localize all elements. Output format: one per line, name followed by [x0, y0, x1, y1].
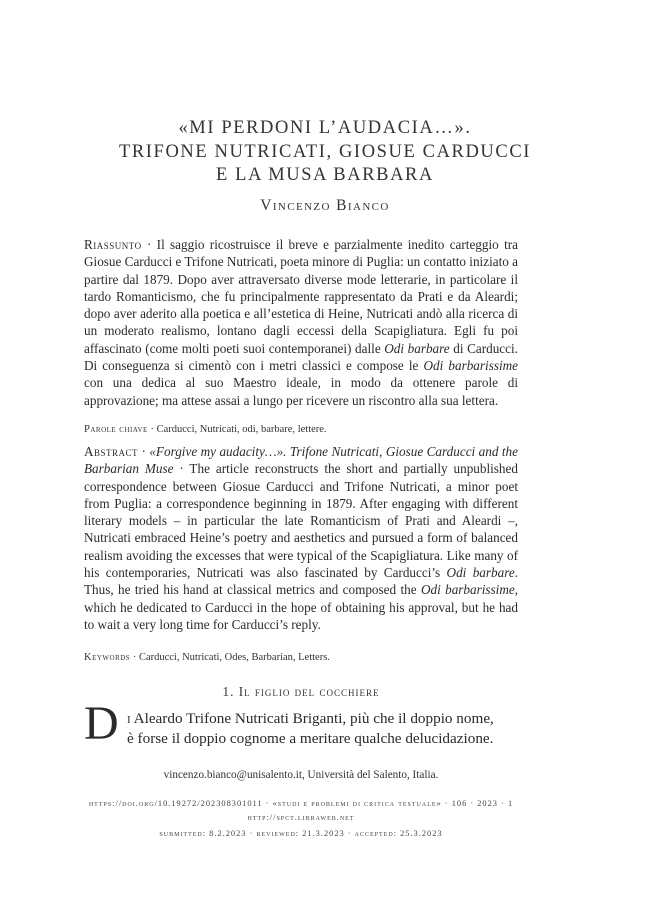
keywords-en-label: Keywords [84, 652, 131, 663]
article-title-line-2: TRIFONE NUTRICATI, GIOSUE CARDUCCI [118, 142, 532, 162]
abstract-it-text-2: di Carducci. Di conseguenza si cimentò con i metri classici e compose le [84, 340, 518, 374]
keywords-en-separator: · [130, 652, 139, 663]
drop-cap: D [84, 697, 119, 750]
first-paragraph-line-2: è forse il doppio cognome a meritare qualche delucidazione. [127, 730, 494, 747]
abstract-it-separator: · [141, 237, 157, 252]
keywords-en-text: Carducci, Nutricati, Odes, Barbarian, Letters. [138, 652, 330, 663]
abstract-english [84, 443, 518, 633]
abstract-it-text-3: con una dedica al suo Maestro ideale, in modo da ottenere parole di approvazione; ma attese assai a lungo per ricevere un riscontro alla sua lettera. [84, 375, 518, 408]
abstract-it-italic-2: Odi barbarissime [423, 358, 519, 374]
abstract-en-italic-title: «Forgive my audacity…». Trifone Nutricati, Giosue Carducci and the Barbarian Muse [84, 444, 518, 477]
author-affiliation-note: vincenzo.bianco@unisalento.it, Università del Salento, Italia. [163, 769, 439, 781]
first-paragraph-line-1 [127, 709, 518, 729]
footer-dates-line: submitted: 8.2.2023 · reviewed: 21.3.2023 · accepted: 25.3.2023 [159, 829, 443, 838]
abstract-en-italic-3: Odi barbarissime [420, 582, 515, 598]
footer-doi-line: https://doi.org/10.19272/202308301011 · «studi e problemi di critica testuale» · 106 · 2023 · 1 [88, 799, 514, 808]
abstract-it-label: Riassunto [84, 237, 142, 252]
abstract-it-text-1: Il saggio ricostruisce il breve e parzialmente inedito carteggio tra Giosue Carducci e Trifone Nutricati, poeta minore di Puglia: un contatto iniziato a partire dal 1879. Dopo aver attraversato diverse mode letterarie, in particolare il tardo Romanticismo, che fu principalmente rappresentato da Prati e da Aleardi; dopo aver aderito alla poetica e all’estetica di Heine, Nutricati andò alla ricerca di un moderato realismo, lontano dagli eccessi della Scapigliatura. Egli fu poi affascinato (come molti poeti suoi contemporanei) dalle [84, 237, 518, 356]
abstract-en-text-2: . Thus, he tried his hand at classical metrics and composed the [84, 565, 518, 598]
abstract-italian [84, 236, 518, 409]
abstract-en-separator: · [138, 444, 150, 459]
abstract-en-label: Abstract [84, 444, 139, 459]
keywords-it-label: Parole chiave [84, 424, 148, 435]
abstract-en-italic-2: Odi barbare [446, 565, 515, 581]
abstract-en-text-3: , which he dedicated to Carducci in the hope of obtaining his approval, but he had to wait a very long time for Carducci’s reply. [84, 582, 519, 632]
footer-url-line: http://spct.libraweb.net [247, 813, 355, 822]
keywords-it-text: Carducci, Nutricati, odi, barbare, lettere. [156, 424, 327, 435]
article-title-line-3: E LA MUSA BARBARA [216, 165, 434, 185]
keywords-english [84, 651, 518, 664]
abstract-it-italic-1: Odi barbare [384, 340, 450, 356]
article-title-line-1: «MI PERDONI L’AUDACIA…». [178, 118, 472, 138]
keywords-it-separator: · [147, 424, 157, 435]
section-heading: 1. Il figlio del cocchiere [222, 684, 380, 699]
first-paragraph-smallcap: i [127, 710, 131, 727]
abstract-en-text-1: · The article reconstructs the short and partially unpublished correspondence between Giosue Carducci and Trifone Nutricati, a minor poet from Puglia: a correspondence beginning in 1879. After engaging with different literary models – in particular the late Romanticism of Prati and Aleardi –, Nutricati embraced Heine’s poetry and aesthetics and pursued a form of balanced realism avoiding the excesses that were typical of the Scapigliatura. Like many of his contemporaries, Nutricati was also fascinated by Carducci’s [84, 461, 518, 581]
first-paragraph-line-1-text: Aleardo Trifone Nutricati Briganti, più che il doppio nome, [130, 710, 494, 727]
keywords-italian [84, 423, 518, 436]
author-name: Vincenzo Bianco [260, 197, 390, 214]
